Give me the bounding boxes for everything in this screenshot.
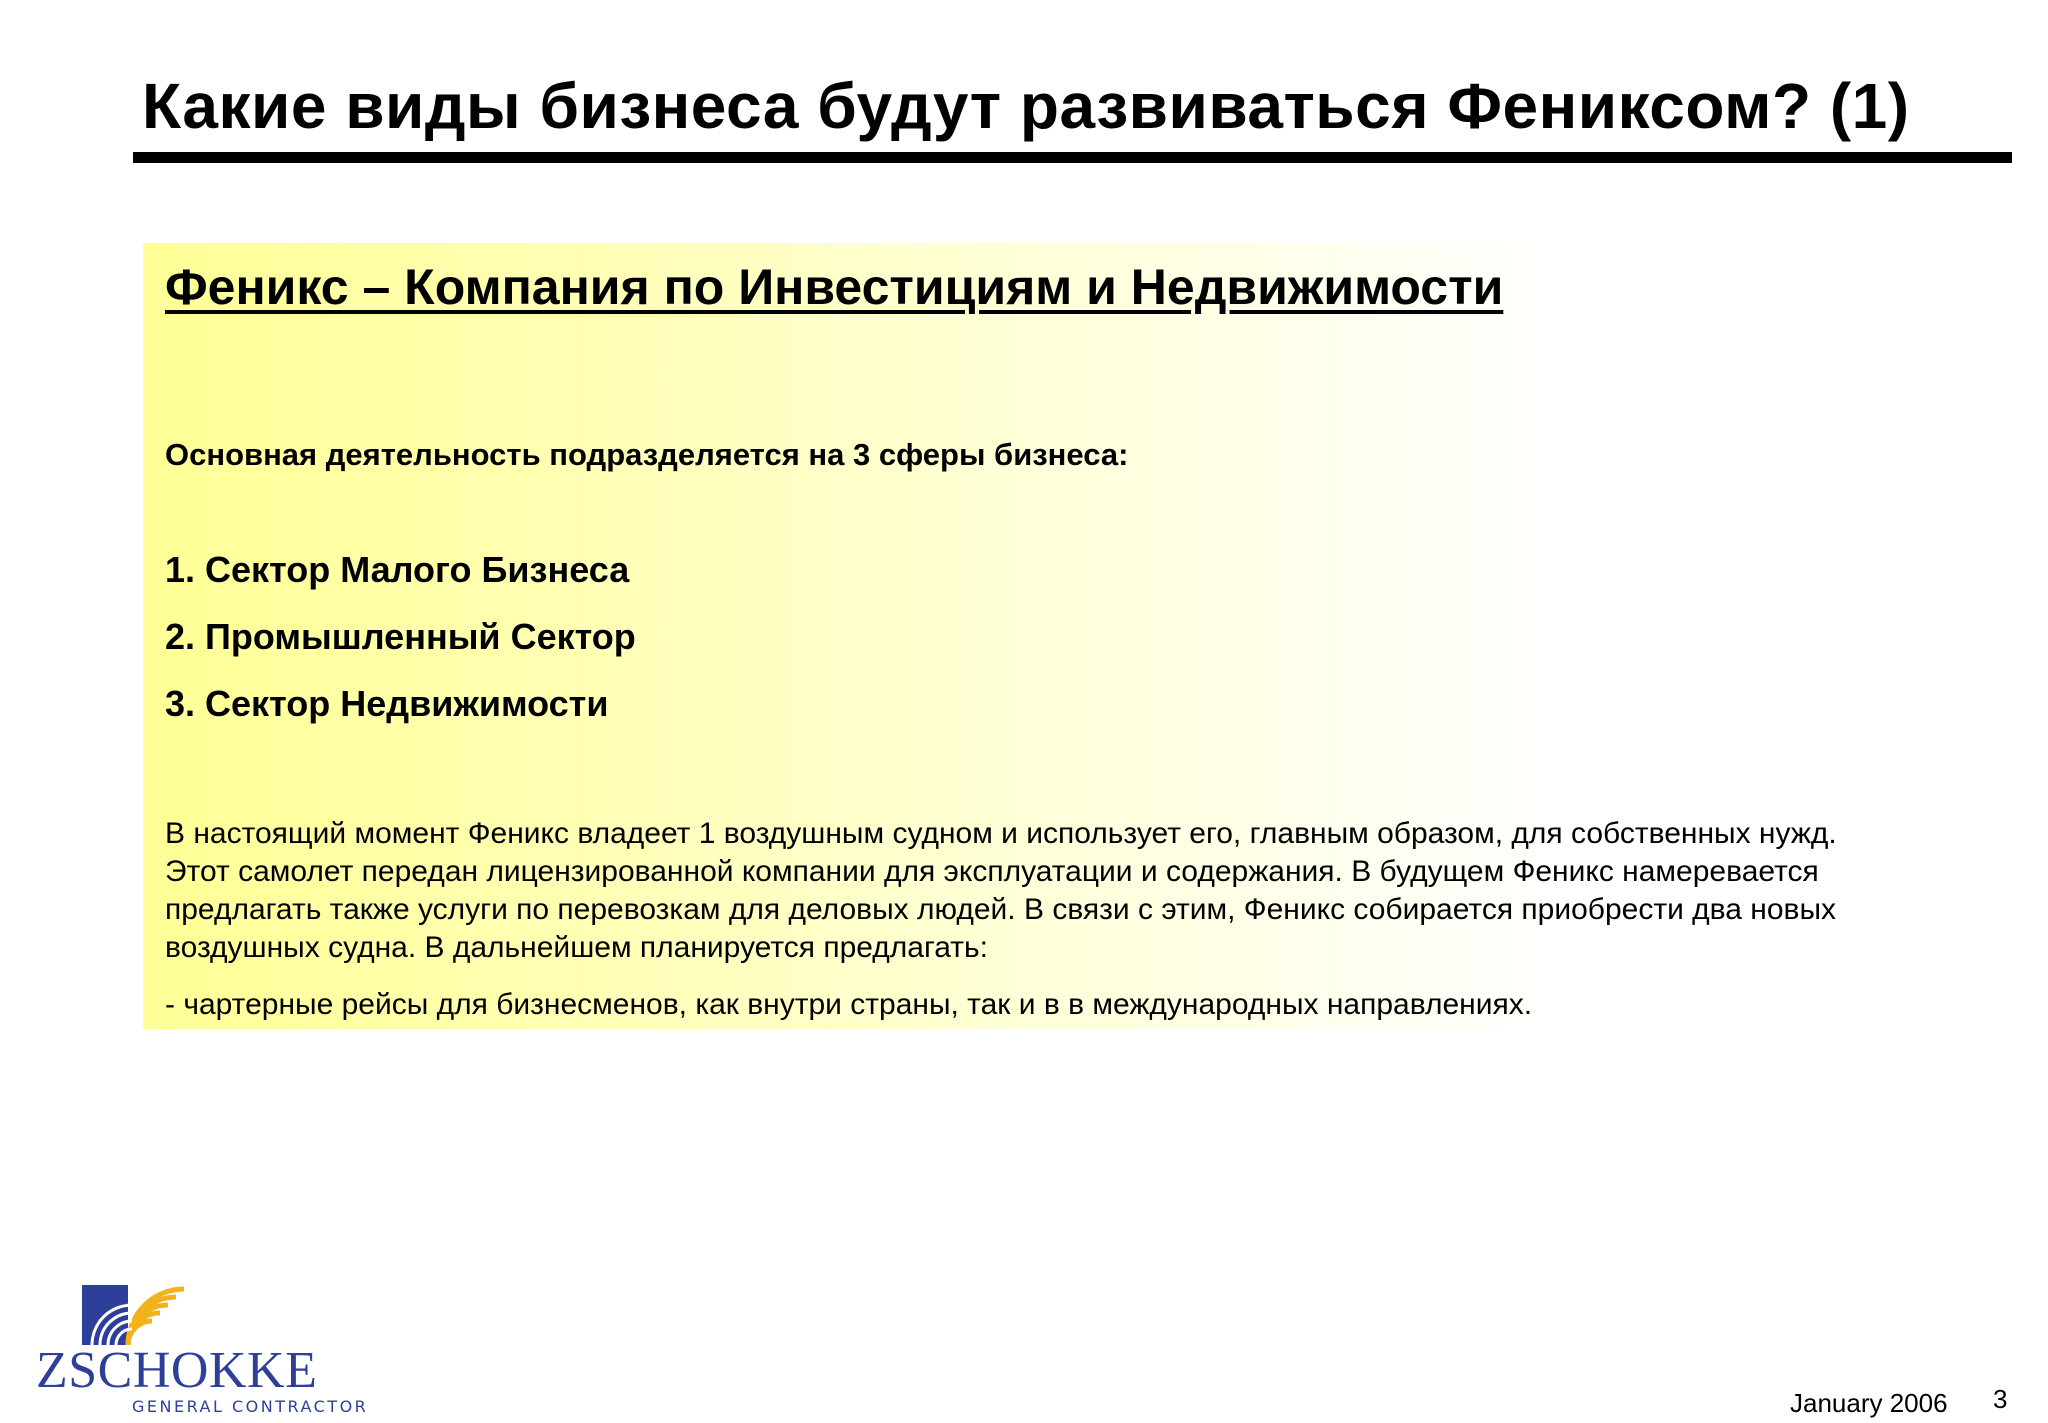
intro-text: Основная деятельность подразделяется на 3 сферы бизнеса: bbox=[165, 437, 1129, 472]
sector-item-real-estate: 3. Сектор Недвижимости bbox=[165, 683, 609, 724]
panel-heading: Феникс – Компания по Инвестициям и Недвижимости bbox=[165, 259, 1504, 315]
slide-title: Какие виды бизнеса будут развиваться Фениксом? (1) bbox=[142, 70, 1910, 142]
paragraph-line: предлагать также услуги по перевозкам для деловых людей. В связи с этим, Феникс собирается приобрести два новых bbox=[165, 893, 1837, 926]
company-logo bbox=[36, 1285, 369, 1416]
paragraph-line: В настоящий момент Феникс владеет 1 воздушным судном и использует его, главным образом, для собственных нужд. bbox=[165, 817, 1837, 850]
sector-list bbox=[165, 548, 636, 749]
sector-item-industrial: 2. Промышленный Сектор bbox=[165, 616, 636, 657]
footer-date: January 2006 bbox=[1790, 1388, 1948, 1418]
charter-bullet: - чартерные рейсы для бизнесменов, как внутри страны, так и в в международных направлениях. bbox=[165, 988, 1533, 1021]
logo-wordmark: ZSCHOKKE bbox=[36, 1342, 318, 1399]
paragraph-line: Этот самолет передан лицензированной компании для эксплуатации и содержания. В будущем Феникс намеревается bbox=[165, 855, 1819, 888]
logo-tagline: GENERAL CONTRACTOR bbox=[132, 1397, 369, 1416]
page-number: 3 bbox=[1993, 1384, 2008, 1414]
paragraph-line: воздушных судна. В дальнейшем планируется предлагать: bbox=[165, 931, 989, 964]
aircraft-paragraph bbox=[165, 815, 1837, 967]
sector-item-small-business: 1. Сектор Малого Бизнеса bbox=[165, 549, 630, 590]
title-divider bbox=[133, 152, 2012, 163]
content-panel bbox=[143, 243, 1837, 1029]
sunrise-arcs-logo-icon bbox=[82, 1285, 192, 1345]
